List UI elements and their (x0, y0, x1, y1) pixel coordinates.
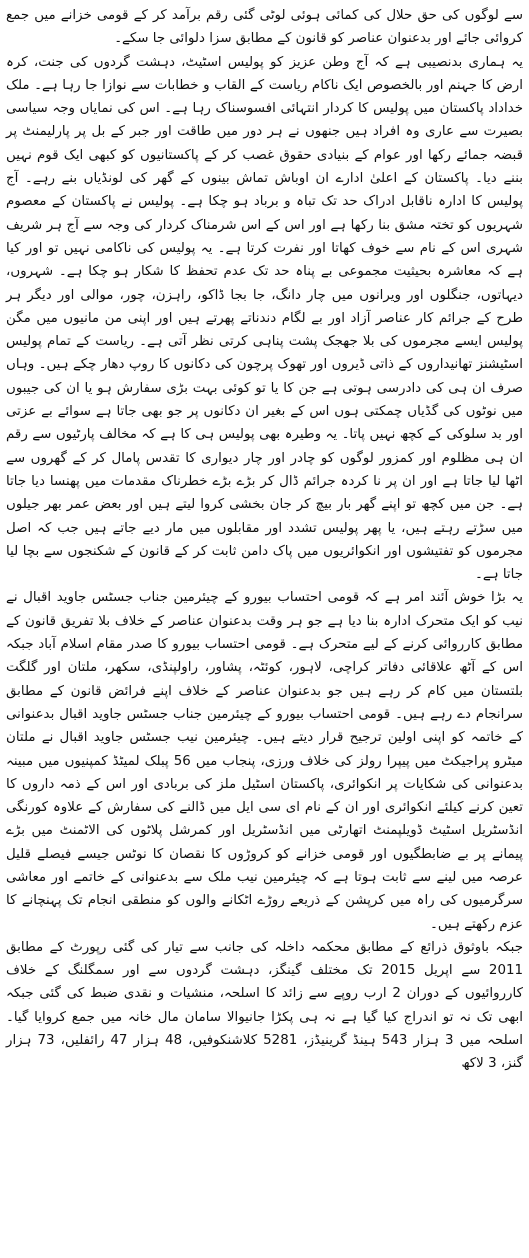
article-paragraph-police: یہ ہماری بدنصیبی ہے کہ آج وطن عزیز کو پولیس اسٹیٹ، دہشت گردوں کی جنت، کرہ ارض کا جہنم اور بالخصوص ایک ناکام ریاست کے القاب و خطابات سے نوازا جا رہا ہے۔ ملک خداداد پاکستان میں پولیس کا کردار انتہائی افسوسناک رہا ہے۔ اس کی نمایاں وجہ سیاسی بصیرت سے عاری وہ افراد ہیں جنھوں نے ہر دور میں طاقت اور جبر کے بل پر پارلیمنٹ پر قبضہ جمائے رکھا اور عوام کے بنیادی حقوق غصب کر کے پاکستانیوں کو کبھی ایک قوم نہیں بننے دیا۔ پاکستان کے اعلیٰ ادارے ان اوباش تماش بینوں کے گھر کی لونڈیاں بنے رہے۔ آج پولیس کا ادارہ ناقابل ادراک حد تک تباہ و برباد ہو چکا ہے۔ پولیس نے پاکستان کے معصوم شہریوں کو تختہ مشق بنا رکھا ہے اور اس کے اس شرمناک کردار کی وجہ سے آج ہر شریف شہری اس کے نام سے خوف کھاتا اور نفرت کرتا ہے۔ یہ پولیس کی ناکامی نہیں تو اور کیا ہے کہ معاشرہ بحیثیت مجموعی بے پناہ حد تک عدم تحفظ کا شکار ہو چکا ہے۔ شہروں، دیہاتوں، جنگلوں اور ویرانوں میں چار دانگ، جا بجا ڈاکو، راہزن، چور، موالی اور دیگر ہر طرح کے جرائم کار عناصر آزاد اور بے لگام دندناتے پھرتے ہیں اور اپنی من مانیوں میں مگن پولیس ایسے مجرموں کی بلا جھجک پشت پناہی کرتی نظر آتی ہے۔ ریاست کے تمام پولیس اسٹیشنز تھانیداروں کے ذاتی ڈیروں اور تھوک پرچون کی دکانوں کا روپ دھار چکے ہیں۔ وہاں صرف ان ہی کی دادرسی ہوتی ہے جن کا یا تو کوئی بہت بڑی سفارش ہو یا ان کی جیبوں میں نوٹوں کی گڈیاں چمکتی ہوں اس کے بغیر ان دکانوں پر جو بھی جاتا ہے سوائے بے عزتی اور بد سلوکی کے کچھ نہیں پاتا۔ یہ وطیرہ بھی پولیس ہی کا ہے کہ مخالف پارٹیوں سے رقم ان ہی مظلوم اور کمزور لوگوں کو چادر اور چار دیواری کا تقدس پامال کر کے گھروں سے اٹھا لیا جاتا ہے اور ان پر نا کردہ جرائم ڈال کر بڑے بڑے خطرناک مقدمات میں پھنسا دیا جاتا ہے۔ جن میں کچھ تو اپنے گھر بار بیچ کر جان بخشی کروا لیتے ہیں اور بعض عمر بھر جیلوں میں سڑتے رہتے ہیں، یا پھر پولیس تشدد اور مقابلوں میں مار دیے جاتے ہیں جب کہ اصل مجرموں کو تفتیشوں اور انکوائریوں میں پاک دامن ثابت کر کے قانون کے شکنجوں سے بچا لیا جاتا ہے۔ (6, 54, 523, 583)
article-paragraph-nab: یہ بڑا خوش آئند امر ہے کہ قومی احتساب بیورو کے چیئرمین جناب جسٹس جاوید اقبال نے نیب کو ایک متحرک ادارہ بنا دیا ہے جو ہر وقت بدعنوان عناصر کے خلاف بلا تفریق قانون کے مطابق کارروائی کرنے کے لیے متحرک ہے۔ قومی احتساب بیورو کا صدر مقام اسلام آباد جبکہ اس کے آٹھ علاقائی دفاتر کراچی، لاہور، کوئٹہ، پشاور، راولپنڈی، سکھر، ملتان اور گلگت بلتستان میں کام کر رہے ہیں جو بدعنوان عناصر کے خلاف اپنے فرائض قانون کے مطابق سرانجام دے رہے ہیں۔ قومی احتساب بیورو کے چیئرمین جناب جسٹس جاوید اقبال بدعنوانی کے خاتمہ کو اپنی اولین ترجیح قرار دیتے ہیں۔ چیئرمین نیب جسٹس جاوید اقبال نے ملتان میٹرو پراجیکٹ میں پیپرا رولز کی خلاف ورزی، پنجاب میں 56 پبلک لمیٹڈ کمپنیوں میں مبینہ بدعنوانی کی شکایات پر انکوائری، پاکستان اسٹیل ملز کی بربادی اور اس کے ذمہ داروں کا تعین کرنے کیلئے انکوائری اور ان کے نام ای سی ایل میں ڈالنے کی سفارش کے علاوہ کورنگی انڈسٹریل اسٹیٹ ڈویلپمنٹ اتھارٹی میں انڈسٹریل اور کمرشل پلاٹوں کی الاٹمنٹ میں بڑے پیمانے پر بے ضابطگیوں اور قومی خزانے کو کروڑوں کا نقصان کا نوٹس جیسے فیصلے قلیل عرصہ میں لینے سے ثابت ہوتا ہے کہ چیئرمین نیب ملک سے بدعنوانی کے خاتمے اور معاشی سرگرمیوں کی راہ میں کرپشن کے ذریعے روڑے اٹکانے والوں کو منطقی انجام تک پہنچانے کا عزم رکھتے ہیں۔ (6, 590, 523, 932)
article-paragraph-continuation: سے لوگوں کی حق حلال کی کمائی ہوئی لوٹی گئی رقم برآمد کر کے قومی خزانے میں جمع کروائی جائے اور بدعنوان عناصر کو قانون کے مطابق سزا دلوائی جا سکے۔ (6, 8, 523, 47)
article-paragraph-report: جبکہ باوثوق ذرائع کے مطابق محکمہ داخلہ کی جانب سے تیار کی گئی رپورٹ کے مطابق 2011 سے اپریل 2015 تک مختلف گینگز، دہشت گردوں سے اور سمگلنگ کے خلاف کارروائیوں کے دوران 2 ارب روپے سے زائد کا اسلحہ، منشیات و نقدی ضبط کی گئی جبکہ ابھی تک نہ تو اندراج کیا گیا ہے نہ ہی پکڑا جانیوالا سامان مال خانہ میں جمع کروایا گیا۔ اسلحہ میں 3 ہزار 543 ہینڈ گرینیڈز، 5281 کلاشنکوفیں، 48 ہزار 47 رائفلیں، 73 ہزار گنز، 3 لاکھ (6, 939, 523, 1072)
